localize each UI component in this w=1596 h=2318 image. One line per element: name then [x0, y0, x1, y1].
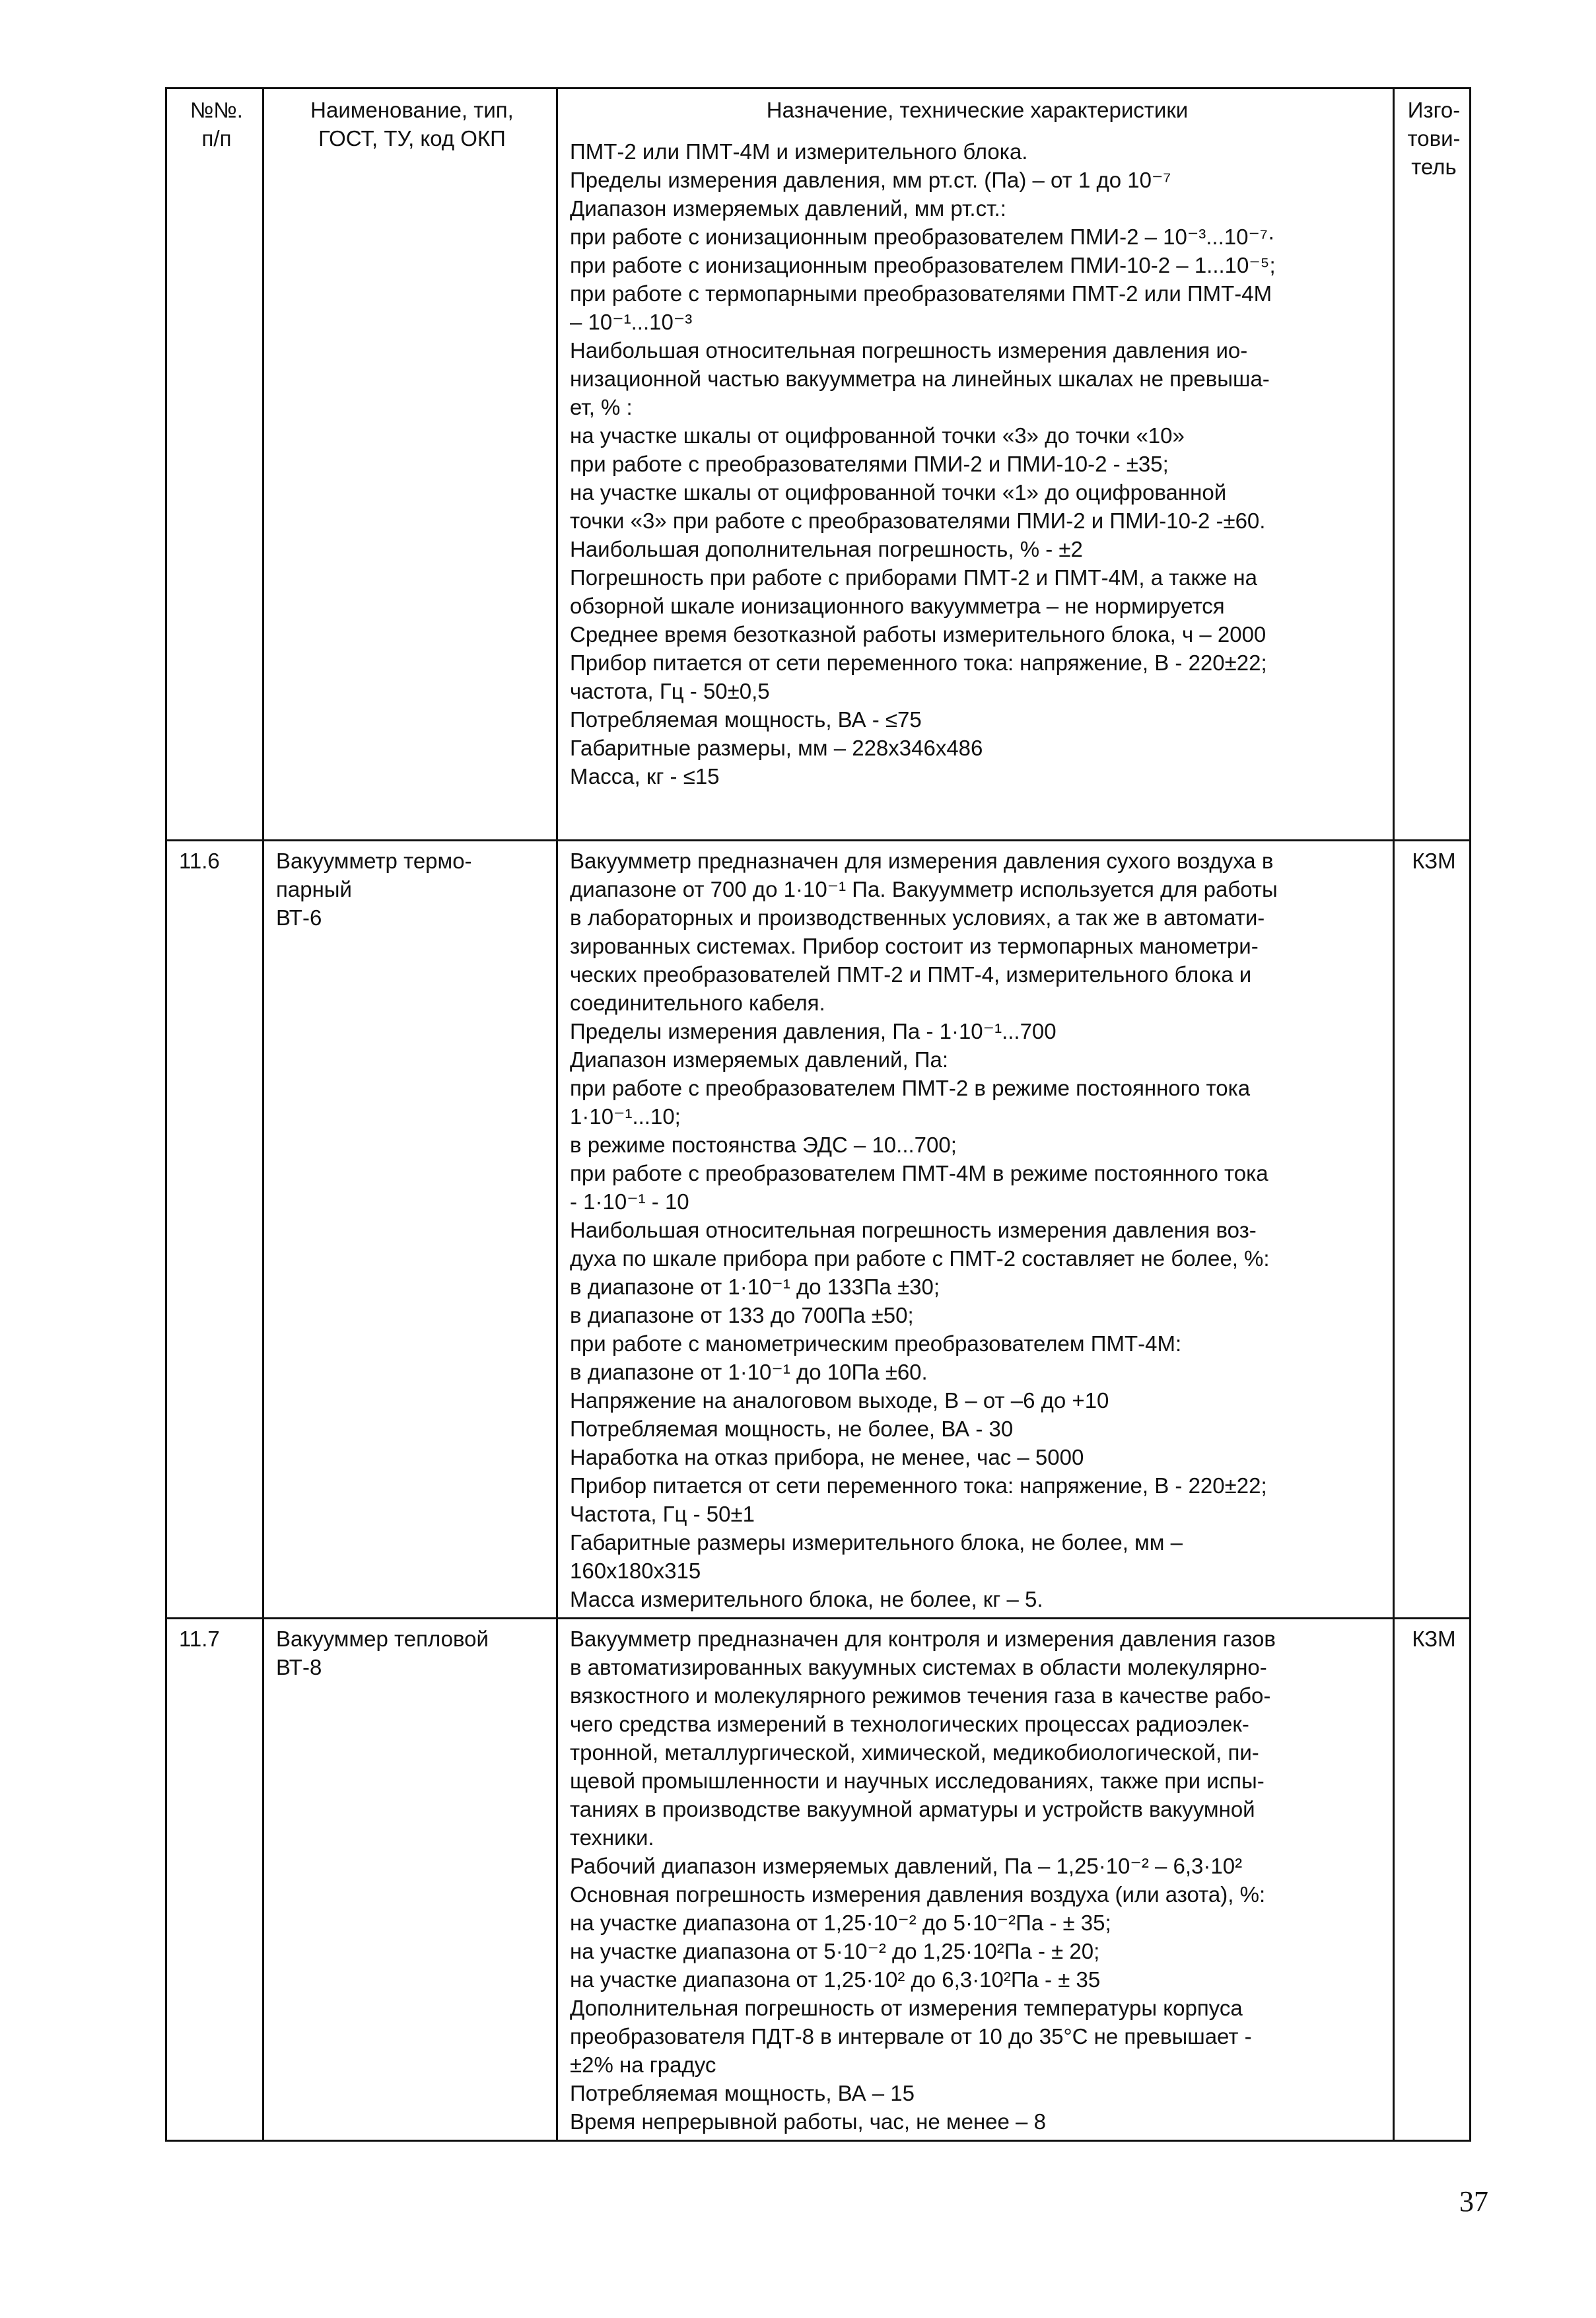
- description-line: Габаритные размеры измерительного блока, не более, мм –: [570, 1530, 1183, 1555]
- description-line: Вакуумметр предназначен для контроля и измерения давления газов: [570, 1627, 1276, 1651]
- description-line: духа по шкале прибора при работе с ПМТ-2 составляет не более, %:: [570, 1246, 1270, 1271]
- description-line: на участке диапазона от 1,25·10² до 6,3·10²Па - ± 35: [570, 1967, 1101, 1992]
- row-maker-cell: [1394, 841, 1471, 1619]
- table-row: [166, 841, 1471, 1619]
- description-line: Масса измерительного блока, не более, кг – 5.: [570, 1587, 1043, 1611]
- description-line: ет, % :: [570, 395, 633, 419]
- description-line: в лабораторных и производственных условиях, а так же в автомати-: [570, 905, 1265, 930]
- description-line: Вакуумметр предназначен для измерения давления сухого воздуха в: [570, 849, 1274, 873]
- description-line: Масса, кг - ≤15: [570, 764, 720, 789]
- description-line: при работе с ионизационным преобразователем ПМИ-2 – 10⁻³...10⁻⁷·: [570, 225, 1275, 249]
- description-line: техники.: [570, 1825, 654, 1850]
- description-line: 1·10⁻¹...10;: [570, 1104, 681, 1129]
- specification-table: [165, 87, 1471, 2142]
- description-line: Среднее время безотказной работы измерительного блока, ч – 2000: [570, 622, 1266, 647]
- description-line: щевой промышленности и научных исследованиях, также при испы-: [570, 1769, 1265, 1793]
- header-description-title: Назначение, технические характеристики: [766, 98, 1189, 122]
- description-line: при работе с манометрическим преобразователем ПМТ-4М:: [570, 1331, 1182, 1356]
- description-line: Габаритные размеры, мм – 228x346x486: [570, 736, 983, 760]
- description-line: при работе с преобразователем ПМТ-4М в режиме постоянного тока: [570, 1161, 1268, 1185]
- row-maker-text: КЗМ: [1412, 849, 1456, 873]
- description-line: при работе с преобразователями ПМИ-2 и ПМИ-10-2 - ±35;: [570, 452, 1169, 476]
- description-line: чего средства измерений в технологических процессах радиоэлек-: [570, 1712, 1249, 1736]
- description-line: - 1·10⁻¹ - 10: [570, 1189, 689, 1214]
- row-description-cell: [557, 841, 1394, 1619]
- header-number-line: п/п: [201, 126, 232, 151]
- row-name-line: ВТ-6: [276, 905, 322, 930]
- description-line: частота, Гц - 50±0,5: [570, 679, 770, 703]
- table-header-row: [166, 88, 1471, 841]
- description-line: Прибор питается от сети переменного тока: напряжение, В - 220±22;: [570, 1473, 1267, 1498]
- row-name-line: парный: [276, 877, 352, 901]
- header-maker-line: тель: [1411, 155, 1457, 179]
- description-line: Наибольшая дополнительная погрешность, % - ±2: [570, 537, 1083, 561]
- description-line: Потребляемая мощность, ВА – 15: [570, 2081, 915, 2105]
- description-line: Наибольшая относительная погрешность измерения давления воз-: [570, 1218, 1257, 1242]
- header-name-line: Наименование, тип,: [310, 98, 514, 122]
- continuation-text: [570, 137, 1385, 790]
- description-line: в режиме постоянства ЭДС – 10...700;: [570, 1133, 957, 1157]
- description-line: низационной частью вакуумметра на линейных шкалах не превыша-: [570, 367, 1270, 391]
- page-number: 37: [1459, 2185, 1488, 2218]
- row-name-line: Вакууммер тепловой: [276, 1627, 489, 1651]
- description-line: преобразователя ПДТ-8 в интервале от 10 до 35°С не превышает -: [570, 2024, 1252, 2049]
- row-name-cell: [263, 1619, 557, 2141]
- row-maker-cell: [1394, 1619, 1471, 2141]
- header-name-cell: [263, 88, 557, 841]
- description-line: в диапазоне от 1·10⁻¹ до 133Па ±30;: [570, 1275, 940, 1299]
- description-line: при работе с преобразователем ПМТ-2 в режиме постоянного тока: [570, 1076, 1251, 1100]
- description-line: диапазоне от 700 до 1·10⁻¹ Па. Вакуумметр используется для работы: [570, 877, 1278, 901]
- description-line: точки «3» при работе с преобразователями ПМИ-2 и ПМИ-10-2 -±60.: [570, 509, 1266, 533]
- description-line: ПМТ-2 или ПМТ-4М и измерительного блока.: [570, 139, 1028, 164]
- description-line: вязкостного и молекулярного режимов течения газа в качестве рабо-: [570, 1683, 1271, 1708]
- row-name-line: Вакуумметр термо-: [276, 849, 472, 873]
- header-maker-cell: [1394, 88, 1471, 841]
- description-line: Время непрерывной работы, час, не менее – 8: [570, 2109, 1046, 2134]
- description-line: Потребляемая мощность, ВА - ≤75: [570, 707, 922, 732]
- row-name-cell: [263, 841, 557, 1619]
- description-line: Диапазон измеряемых давлений, Па:: [570, 1047, 949, 1072]
- description-line: соединительного кабеля.: [570, 991, 825, 1015]
- header-name-line: ГОСТ, ТУ, код ОКП: [318, 126, 506, 151]
- description-line: Рабочий диапазон измеряемых давлений, Па – 1,25·10⁻² – 6,3·10²: [570, 1854, 1243, 1878]
- description-line: обзорной шкале ионизационного вакуумметра – не нормируется: [570, 594, 1225, 618]
- row-number-cell: 11.6: [166, 841, 263, 1619]
- description-line: на участке диапазона от 1,25·10⁻² до 5·10⁻²Па - ± 35;: [570, 1911, 1111, 1935]
- description-line: Частота, Гц - 50±1: [570, 1502, 755, 1526]
- description-line: ±2% на градус: [570, 2053, 716, 2077]
- header-number-line: №№.: [190, 98, 243, 122]
- description-line: Наибольшая относительная погрешность измерения давления ио-: [570, 338, 1248, 363]
- description-line: Пределы измерения давления, мм рт.ст. (Па) – от 1 до 10⁻⁷: [570, 168, 1171, 192]
- table-row: [166, 1619, 1471, 2141]
- header-description-cell: [557, 88, 1394, 841]
- description-line: Погрешность при работе с приборами ПМТ-2 и ПМТ-4М, а также на: [570, 565, 1257, 590]
- description-line: на участке диапазона от 5·10⁻² до 1,25·10²Па - ± 20;: [570, 1939, 1100, 1963]
- description-line: Наработка на отказ прибора, не менее, час – 5000: [570, 1445, 1084, 1469]
- description-line: в диапазоне от 133 до 700Па ±50;: [570, 1303, 914, 1327]
- description-line: Дополнительная погрешность от измерения температуры корпуса: [570, 1996, 1243, 2020]
- row-maker-text: КЗМ: [1412, 1627, 1456, 1651]
- description-line: при работе с ионизационным преобразователем ПМИ-10-2 – 1...10⁻⁵;: [570, 253, 1276, 277]
- row-description-cell: [557, 1619, 1394, 2141]
- row-number-cell: 11.7: [166, 1619, 263, 2141]
- description-line: 160x180x315: [570, 1559, 701, 1583]
- description-line: зированных системах. Прибор состоит из термопарных манометри-: [570, 934, 1259, 958]
- description-line: на участке шкалы от оцифрованной точки «3» до точки «10»: [570, 423, 1185, 448]
- description-line: тронной, металлургической, химической, медикобиологической, пи-: [570, 1740, 1259, 1765]
- description-line: таниях в производстве вакуумной арматуры и устройств вакуумной: [570, 1797, 1255, 1821]
- description-line: Основная погрешность измерения давления воздуха (или азота), %:: [570, 1882, 1266, 1907]
- description-line: в автоматизированных вакуумных системах в области молекулярно-: [570, 1655, 1267, 1679]
- header-maker-line: тови-: [1407, 126, 1461, 151]
- header-number-cell: [166, 88, 263, 841]
- description-line: Диапазон измеряемых давлений, мм рт.ст.:: [570, 196, 1006, 221]
- row-name-line: ВТ-8: [276, 1655, 322, 1679]
- header-maker-line: Изго-: [1407, 98, 1461, 122]
- description-line: Прибор питается от сети переменного тока: напряжение, В - 220±22;: [570, 650, 1267, 675]
- description-line: в диапазоне от 1·10⁻¹ до 10Па ±60.: [570, 1360, 928, 1384]
- description-line: Пределы измерения давления, Па - 1·10⁻¹...700: [570, 1019, 1057, 1043]
- description-line: ческих преобразователей ПМТ-2 и ПМТ-4, измерительного блока и: [570, 962, 1252, 987]
- description-line: при работе с термопарными преобразователями ПМТ-2 или ПМТ-4М: [570, 281, 1272, 306]
- description-line: Потребляемая мощность, не более, ВА - 30: [570, 1417, 1014, 1441]
- description-line: – 10⁻¹...10⁻³: [570, 310, 693, 334]
- description-line: Напряжение на аналоговом выходе, В – от –6 до +10: [570, 1388, 1109, 1413]
- description-line: на участке шкалы от оцифрованной точки «1» до оцифрованной: [570, 480, 1227, 505]
